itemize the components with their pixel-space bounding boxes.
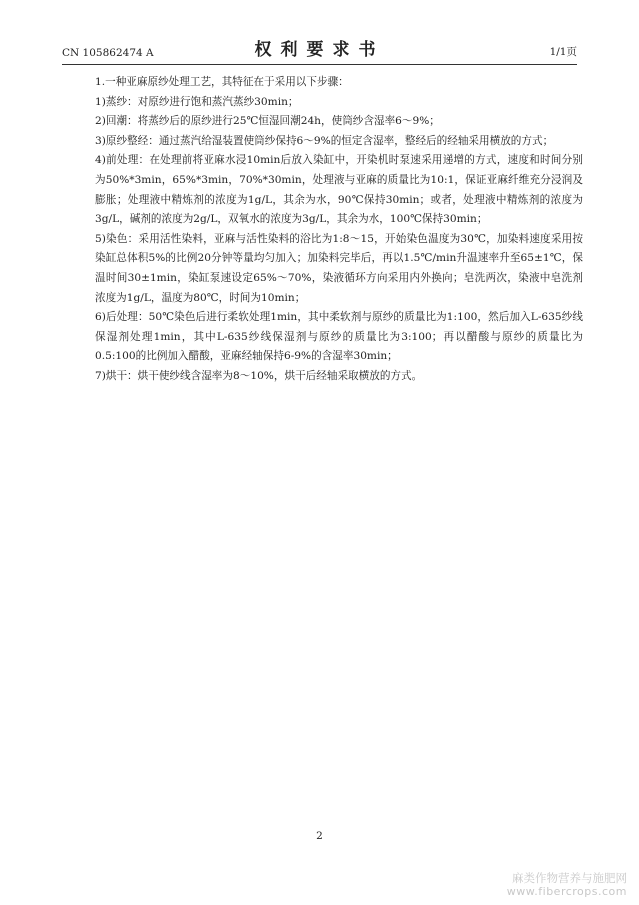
watermark <box>507 871 627 899</box>
claim-step-5: 5)染色：采用活性染料，亚麻与活性染料的浴比为1:8～15，开始染色温度为30℃，加染料速度采用按染缸总体积5%的比例20分钟等量均匀加入；加染料完毕后，再以1.5℃/min升温速率升至65±1℃，保温时间30±1min，染缸泵速设定65%～70%，染液循环方向采用内外换向；皂洗两次，染液中皂洗剂浓度为1g/L，温度为80℃，时间为10min； <box>95 232 583 304</box>
page-header <box>62 34 577 65</box>
claims-body <box>95 73 583 387</box>
claim-step-2: 2)回潮：将蒸纱后的原纱进行25℃恒湿回潮24h，使筒纱含湿率6～9%； <box>95 115 440 128</box>
page-indicator: 1/1页 <box>549 46 577 58</box>
page-number: 2 <box>316 830 323 842</box>
claim-1-intro: 1.一种亚麻原纱处理工艺，其特征在于采用以下步骤： <box>95 76 349 88</box>
claim-step-7: 7)烘干：烘干使纱线含湿率为8～10%，烘干后经轴采取横放的方式。 <box>95 369 423 382</box>
watermark-site-name: 麻类作物营养与施肥网 <box>512 871 627 885</box>
document-title: 权利要求书 <box>254 40 385 60</box>
claim-step-4: 4)前处理：在处理前将亚麻水浸10min后放入染缸中，开染机时泵速采用递增的方式，速度和时间分别为50%*3min，65%*3min，70%*30min，处理液与亚麻的质量比为10:1，保证亚麻纤维充分浸润及膨胀；处理液中精炼剂的浓度为1g/L，其余为水，90℃保持30min；或者，处理液中精炼剂的浓度为3g/L，碱剂的浓度为2g/L，双氧水的浓度为3g/L，其余为水，100℃保持30min； <box>95 154 583 226</box>
claim-step-3: 3)原纱整经：通过蒸汽给湿装置使筒纱保持6～9%的恒定含湿率，整经后的经轴采用横放的方式； <box>95 134 554 147</box>
watermark-url: www.fibercrops.com <box>506 885 627 898</box>
claim-step-1: 1)蒸纱：对原纱进行饱和蒸汽蒸纱30min； <box>95 95 299 108</box>
claim-step-6: 6)后处理：50℃染色后进行柔软处理1min，其中柔软剂与原纱的质量比为1:100，然后加入L-635纱线保湿剂处理1min，其中L-635纱线保湿剂与原纱的质量比为3:100；再以醋酸与原纱的质量比为0.5:100的比例加入醋酸，亚麻经轴保持6-9%的含湿率30min； <box>95 311 583 363</box>
publication-number: CN 105862474 A <box>62 47 154 59</box>
